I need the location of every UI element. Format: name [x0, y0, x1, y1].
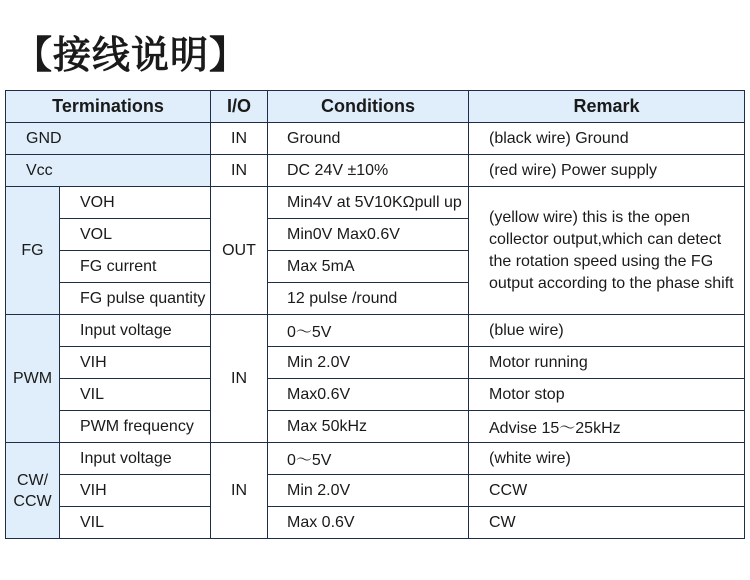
condition-cell: Ground	[268, 123, 469, 155]
sub-term-cell: VIH	[60, 347, 211, 379]
group-fg: FG	[6, 187, 60, 315]
io-cell: IN	[211, 155, 268, 187]
sub-term-cell: Input voltage	[60, 315, 211, 347]
table-row	[6, 347, 745, 379]
table-row	[6, 443, 745, 475]
condition-cell: 12 pulse /round	[268, 283, 469, 315]
remark-cell: Motor running	[469, 347, 745, 379]
remark-cell: (black wire) Ground	[469, 123, 745, 155]
io-cell: OUT	[211, 187, 268, 315]
condition-cell: Min 2.0V	[268, 475, 469, 507]
remark-cell: (red wire) Power supply	[469, 155, 745, 187]
header-io: I/O	[211, 91, 268, 123]
condition-cell: Max 5mA	[268, 251, 469, 283]
table-row	[6, 475, 745, 507]
table-row	[6, 155, 745, 187]
condition-cell: Min4V at 5V10KΩpull up	[268, 187, 469, 219]
sub-term-cell: FG pulse quantity	[60, 283, 211, 315]
sub-term-cell: VOH	[60, 187, 211, 219]
io-cell: IN	[211, 315, 268, 443]
table-row	[6, 315, 745, 347]
header-terminations: Terminations	[6, 91, 211, 123]
table-header-row	[6, 91, 745, 123]
condition-cell: 0～5V	[268, 443, 469, 475]
condition-cell: Min 2.0V	[268, 347, 469, 379]
condition-cell: Max0.6V	[268, 379, 469, 411]
remark-cell: (white wire)	[469, 443, 745, 475]
condition-cell: Max 0.6V	[268, 507, 469, 539]
page-title: 【接线说明】	[14, 33, 249, 77]
group-cw-line1: CW/	[16, 471, 49, 489]
remark-cell: Advise 15～25kHz	[469, 411, 745, 443]
io-cell: IN	[211, 443, 268, 539]
condition-cell: Min0V Max0.6V	[268, 219, 469, 251]
group-pwm: PWM	[6, 315, 60, 443]
remark-cell: CCW	[469, 475, 745, 507]
remark-cell: (yellow wire) this is the open collector output,which can detect the rotation speed using the FG output according to the phase shift	[469, 187, 745, 315]
term-vcc: Vcc	[6, 155, 211, 187]
table-row	[6, 379, 745, 411]
header-remark: Remark	[469, 91, 745, 123]
sub-term-cell: Input voltage	[60, 443, 211, 475]
sub-term-cell: FG current	[60, 251, 211, 283]
sub-term-cell: VIL	[60, 507, 211, 539]
condition-cell: Max 50kHz	[268, 411, 469, 443]
condition-cell: 0～5V	[268, 315, 469, 347]
io-cell: IN	[211, 123, 268, 155]
wiring-spec-table	[5, 90, 745, 539]
sub-term-cell: VIL	[60, 379, 211, 411]
term-gnd: GND	[6, 123, 211, 155]
condition-cell: DC 24V ±10%	[268, 155, 469, 187]
remark-cell: CW	[469, 507, 745, 539]
sub-term-cell: VIH	[60, 475, 211, 507]
group-cw-ccw	[6, 443, 60, 539]
header-conditions: Conditions	[268, 91, 469, 123]
group-cw-line2: CCW	[13, 492, 52, 510]
sub-term-cell: VOL	[60, 219, 211, 251]
table-row	[6, 411, 745, 443]
table-row	[6, 507, 745, 539]
remark-cell: (blue wire)	[469, 315, 745, 347]
table-row	[6, 123, 745, 155]
remark-cell: Motor stop	[469, 379, 745, 411]
sub-term-cell: PWM frequency	[60, 411, 211, 443]
table-row	[6, 187, 745, 219]
